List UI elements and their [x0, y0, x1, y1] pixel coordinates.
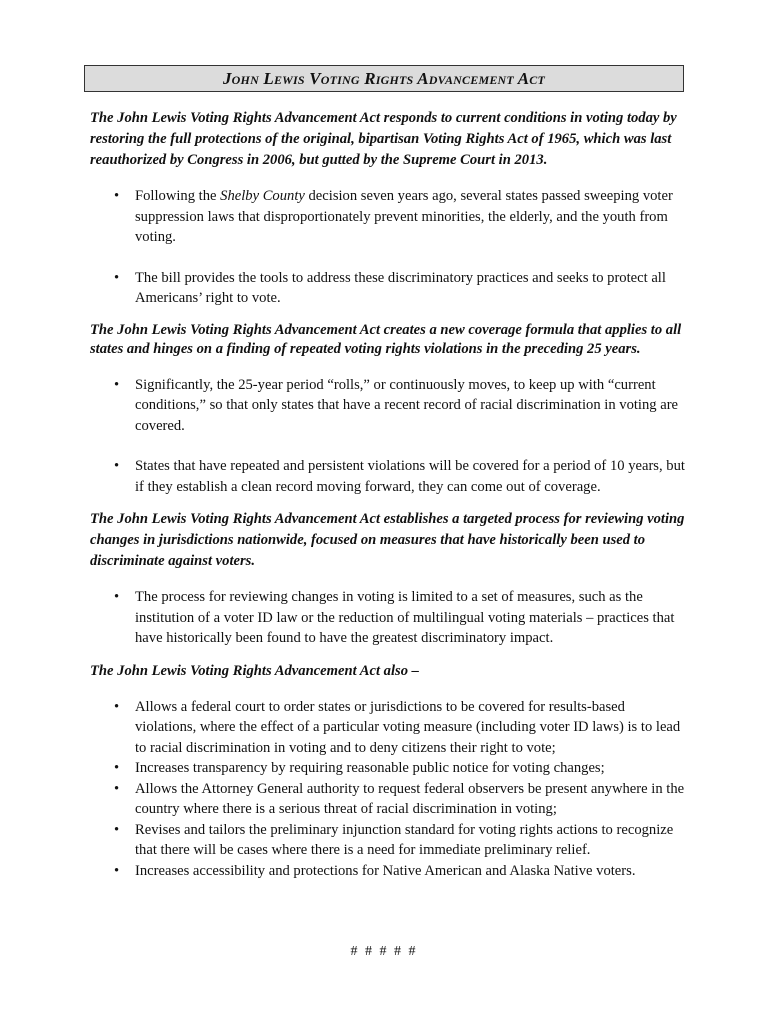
bullet-symbol: •	[114, 188, 120, 204]
section-lead-1: The John Lewis Voting Rights Advancement Act responds to current conditions in voting today by restoring the full protections of the original, bipartisan Voting Rights Act of 1965, which was last reauthorized by Congress in 2006, but gutted by the Supreme Court in 2013.	[90, 110, 677, 168]
section-bullets-2	[90, 375, 686, 498]
list-item: • Revises and tailors the preliminary injunction standard for voting rights actions to recognize that there will be cases where there is a need for immediate preliminary relief.	[114, 821, 674, 858]
list-item: • Allows a federal court to order states or jurisdictions to be covered for results-based violations, where the effect of a particular voting measure (including voter ID laws) is to lead to racial discrimination in voting and to deny citizens their right to vote;	[114, 698, 681, 756]
section-bullets-4	[90, 697, 686, 882]
list-item: • Significantly, the 25-year period “rolls,” or continuously moves, to keep up with “current conditions,” so that only states that have a recent record of racial discrimination in voting are covered.	[114, 376, 679, 434]
case-name: Shelby County	[220, 188, 305, 204]
end-marker: # # # # #	[350, 944, 418, 959]
list-item: • Increases transparency by requiring reasonable public notice for voting changes;	[90, 758, 686, 779]
section-bullets-3	[90, 587, 686, 649]
section-bullets-1	[90, 186, 686, 309]
document-body	[90, 108, 686, 881]
bullet-symbol: •	[114, 589, 120, 605]
list-item: • Allows the Attorney General authority to request federal observers be present anywhere in the country where there is a serious threat of racial discrimination in voting;	[114, 780, 685, 817]
list-item: • The process for reviewing changes in voting is limited to a set of measures, such as the institution of a voter ID law or the reduction of multilingual voting materials – practices that have historically been found to have the greatest discriminatory impact.	[114, 589, 675, 646]
bullet-symbol: •	[114, 780, 120, 797]
bullet-symbol: •	[114, 760, 120, 776]
list-item: • States that have repeated and persistent violations will be covered for a period of 10 years, but if they establish a clean record moving forward, they can come out of coverage.	[114, 458, 685, 495]
section-lead-4: The John Lewis Voting Rights Advancement Act also –	[90, 662, 419, 679]
bullet-symbol: •	[114, 821, 120, 838]
bullet-symbol: •	[114, 698, 120, 715]
bullet-symbol: •	[114, 269, 120, 286]
bullet-symbol: •	[114, 376, 120, 393]
bullet-symbol: •	[114, 458, 120, 474]
list-item: • The bill provides the tools to address these discriminatory practices and seeks to protect all Americans’ right to vote.	[114, 269, 666, 306]
bullet-symbol: •	[114, 862, 120, 879]
list-item: • Increases accessibility and protections for Native American and Alaska Native voters.	[90, 861, 686, 882]
section-lead-3: The John Lewis Voting Rights Advancement Act establishes a targeted process for reviewing voting changes in jurisdictions nationwide, focused on measures that have historically been used to discriminate against voters.	[90, 511, 685, 569]
document-title: John Lewis Voting Rights Advancement Act	[84, 65, 684, 92]
section-lead-2: The John Lewis Voting Rights Advancement Act creates a new coverage formula that applies to all states and hinges on a finding of repeated voting rights violations in the preceding 25 years.	[90, 321, 682, 357]
list-item: • Following the Shelby County decision seven years ago, several states passed sweeping voter suppression laws that disproportionately prevent minorities, the elderly, and the youth from voting.	[114, 188, 673, 245]
